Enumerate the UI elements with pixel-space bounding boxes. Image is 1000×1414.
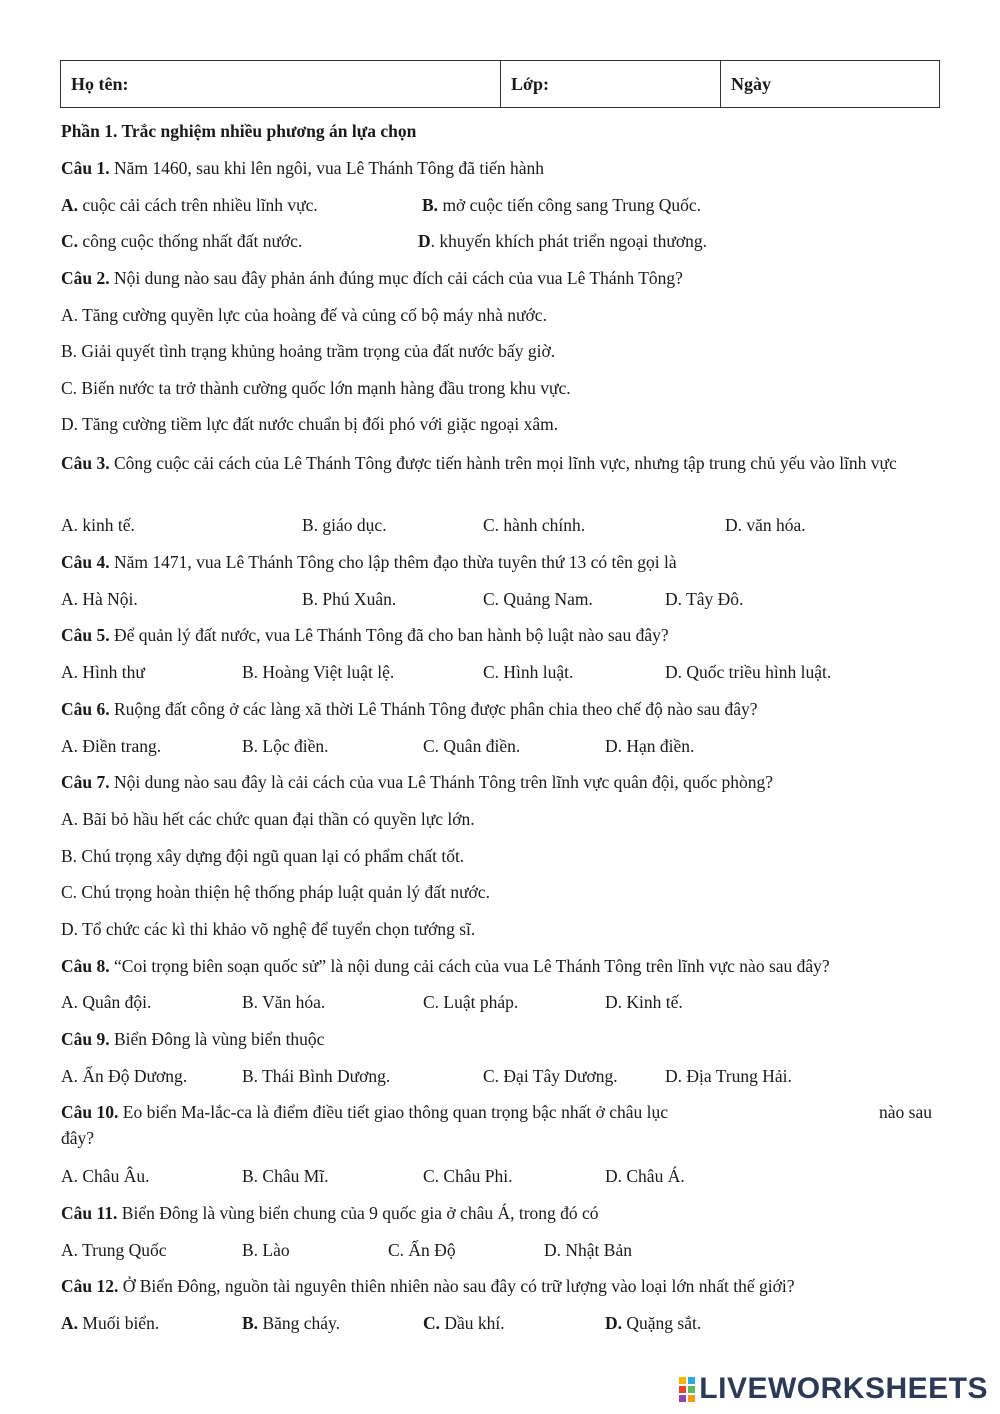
logo-text: LIVEWORKSHEETS [699,1372,988,1405]
option-11b[interactable]: B. Lào [242,1240,290,1260]
option-6b[interactable]: B. Lộc điền. [242,736,329,756]
logo-block [679,1395,686,1402]
class-label: Lớp: [511,73,549,94]
option-8c[interactable]: C. Luật pháp. [423,992,519,1012]
question-12: Câu 12. Ở Biển Đông, nguồn tài nguyên thiên nhiên nào sau đây có trữ lượng vào loại lớn nhất thế giới? [61,1276,795,1296]
option-1d[interactable]: D. khuyến khích phát triển ngoại thương. [418,231,707,251]
option-12a[interactable]: A. Muối biển. [61,1313,160,1333]
question-6: Câu 6. Ruộng đất công ở các làng xã thời Lê Thánh Tông được phân chia theo chế độ nào sau đây? [61,699,758,719]
class-field[interactable] [501,61,721,108]
liveworksheets-logo [679,1372,988,1406]
option-1a[interactable]: A. cuộc cải cách trên nhiều lĩnh vực. [61,195,318,215]
date-label: Ngày [731,73,771,94]
option-2a[interactable]: A. Tăng cường quyền lực của hoàng đế và củng cố bộ máy nhà nước. [61,305,547,325]
question-8: Câu 8. “Coi trọng biên soạn quốc sử” là nội dung cải cách của vua Lê Thánh Tông trên lĩnh vực nào sau đây? [61,956,830,976]
option-6c[interactable]: C. Quân điền. [423,736,521,756]
option-4d[interactable]: D. Tây Đô. [665,589,744,609]
question-1: Câu 1. Năm 1460, sau khi lên ngôi, vua Lê Thánh Tông đã tiến hành [61,158,544,178]
logo-block [688,1377,695,1384]
option-11c[interactable]: C. Ấn Độ [388,1240,456,1260]
section-title: Phần 1. Trắc nghiệm nhiều phương án lựa chọn [61,121,417,141]
question-10-cont: nào sau [879,1102,932,1122]
option-9b[interactable]: B. Thái Bình Dương. [242,1066,391,1086]
logo-block [688,1386,695,1393]
option-12d[interactable]: D. Quặng sắt. [605,1313,702,1333]
option-1c[interactable]: C. công cuộc thống nhất đất nước. [61,231,303,251]
option-2d[interactable]: D. Tăng cường tiềm lực đất nước chuẩn bị đối phó với giặc ngoại xâm. [61,414,559,434]
option-7d[interactable]: D. Tổ chức các kì thi khảo võ nghệ để tuyển chọn tướng sĩ. [61,919,476,939]
option-2b[interactable]: B. Giải quyết tình trạng khủng hoảng trầm trọng của đất nước bấy giờ. [61,341,556,361]
date-field[interactable] [721,61,940,108]
option-4a[interactable]: A. Hà Nội. [61,589,138,609]
option-3a[interactable]: A. kinh tế. [61,515,135,535]
option-10a[interactable]: A. Châu Âu. [61,1166,150,1186]
option-2c[interactable]: C. Biến nước ta trở thành cường quốc lớn mạnh hàng đầu trong khu vực. [61,378,571,398]
option-3c[interactable]: C. hành chính. [483,515,586,535]
option-9c[interactable]: C. Đại Tây Dương. [483,1066,618,1086]
option-3b[interactable]: B. giáo dục. [302,515,387,535]
question-9: Câu 9. Biển Đông là vùng biển thuộc [61,1029,325,1049]
option-10c[interactable]: C. Châu Phi. [423,1166,513,1186]
logo-block [679,1377,686,1384]
question-10: Câu 10. Eo biển Ma-lắc-ca là điểm điều tiết giao thông quan trọng bậc nhất ở châu lục [61,1102,668,1122]
option-6a[interactable]: A. Điền trang. [61,736,162,756]
option-10b[interactable]: B. Châu Mĩ. [242,1166,329,1186]
option-4b[interactable]: B. Phú Xuân. [302,589,397,609]
option-11d[interactable]: D. Nhật Bản [544,1240,632,1260]
option-1b[interactable]: B. mở cuộc tiến công sang Trung Quốc. [422,195,702,215]
option-7c[interactable]: C. Chú trọng hoàn thiện hệ thống pháp luật quản lý đất nước. [61,882,490,902]
option-12c[interactable]: C. Dầu khí. [423,1313,505,1333]
question-4: Câu 4. Năm 1471, vua Lê Thánh Tông cho lập thêm đạo thừa tuyên thứ 13 có tên gọi là [61,552,677,572]
question-11: Câu 11. Biển Đông là vùng biển chung của 9 quốc gia ở châu Á, trong đó có [61,1203,599,1223]
name-label: Họ tên: [71,73,129,94]
option-4c[interactable]: C. Quảng Nam. [483,589,593,609]
option-5b[interactable]: B. Hoàng Việt luật lệ. [242,662,395,682]
option-5c[interactable]: C. Hình luật. [483,662,574,682]
option-11a[interactable]: A. Trung Quốc [61,1240,167,1260]
option-8a[interactable]: A. Quân đội. [61,992,152,1012]
option-8d[interactable]: D. Kinh tế. [605,992,683,1012]
logo-mark-icon [679,1377,695,1402]
option-5a[interactable]: A. Hình thư [61,662,145,682]
option-8b[interactable]: B. Văn hóa. [242,992,326,1012]
question-10-line2: đây? [61,1128,95,1148]
option-5d[interactable]: D. Quốc triều hình luật. [665,662,832,682]
option-6d[interactable]: D. Hạn điền. [605,736,695,756]
question-7: Câu 7. Nội dung nào sau đây là cải cách của vua Lê Thánh Tông trên lĩnh vực quân đội, quốc phòng? [61,772,774,792]
question-2: Câu 2. Nội dung nào sau đây phản ánh đúng mục đích cải cách của vua Lê Thánh Tông? [61,268,683,288]
question-3: Câu 3. Công cuộc cải cách của Lê Thánh Tông được tiến hành trên mọi lĩnh vực, nhưng tập trung chủ yếu vào lĩnh vực [61,453,897,473]
logo-block [688,1395,695,1402]
name-field[interactable] [61,61,501,108]
option-7a[interactable]: A. Bãi bỏ hầu hết các chức quan đại thần có quyền lực lớn. [61,809,475,829]
option-10d[interactable]: D. Châu Á. [605,1166,685,1186]
logo-block [679,1386,686,1393]
option-7b[interactable]: B. Chú trọng xây dựng đội ngũ quan lại có phẩm chất tốt. [61,846,465,866]
option-3d[interactable]: D. văn hóa. [725,515,806,535]
option-12b[interactable]: B. Băng cháy. [242,1313,341,1333]
option-9a[interactable]: A. Ấn Độ Dương. [61,1066,188,1086]
option-9d[interactable]: D. Địa Trung Hải. [665,1066,792,1086]
question-5: Câu 5. Để quản lý đất nước, vua Lê Thánh Tông đã cho ban hành bộ luật nào sau đây? [61,625,669,645]
student-info-table [60,60,940,108]
